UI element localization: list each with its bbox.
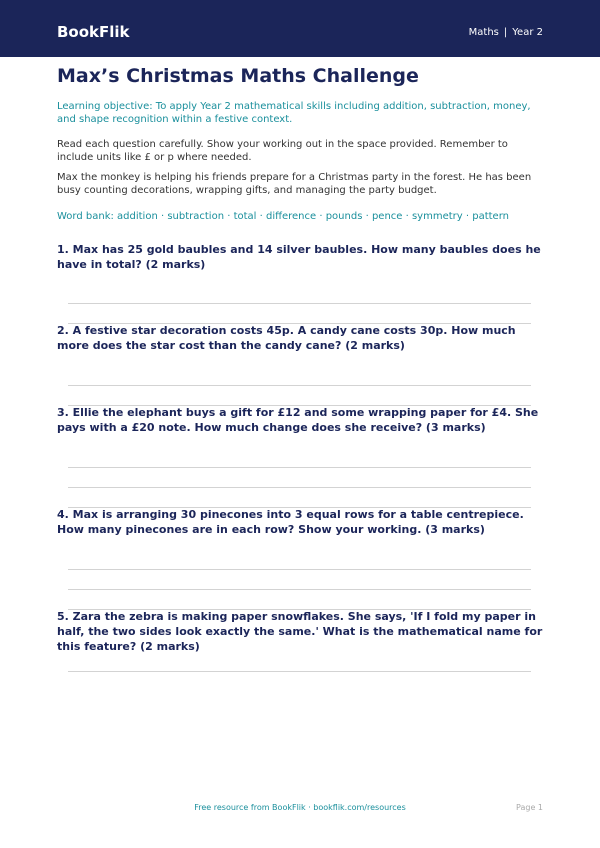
- year-level: Year 2: [512, 27, 543, 38]
- answer-line[interactable]: [68, 569, 531, 570]
- question-4: 4. Max is arranging 30 pinecones into 3 equal rows for a table centrepiece. How many pinecones are in each row? Show your working. (3 marks): [57, 508, 524, 536]
- word-bank: Word bank: addition · subtraction · total · difference · pounds · pence · symmetry · pattern: [57, 211, 509, 222]
- footer-credit: Free resource from BookFlik · bookflik.com/resources: [194, 803, 406, 812]
- answer-line[interactable]: [68, 467, 531, 468]
- question-2: 2. A festive star decoration costs 45p. A candy cane costs 30p. How much more does the star cost than the candy cane? (2 marks): [57, 324, 516, 352]
- brand-logo: BookFlik: [57, 23, 130, 41]
- subject-label: Maths | Year 2: [468, 27, 543, 38]
- header-bar: [0, 0, 600, 57]
- question-5: 5. Zara the zebra is making paper snowflakes. She says, 'If I fold my paper in half, the two sides look exactly the same.' What is the mathematical name for this feature? (2 marks): [57, 610, 543, 653]
- question-1: 1. Max has 25 gold baubles and 14 silver baubles. How many baubles does he have in total? (2 marks): [57, 243, 541, 271]
- answer-line[interactable]: [68, 303, 531, 304]
- instructions: Read each question carefully. Show your working out in the space provided. Remember to include units like £ or p where needed.: [57, 139, 508, 163]
- answer-line[interactable]: [68, 671, 531, 672]
- page-title: Max’s Christmas Maths Challenge: [57, 65, 419, 87]
- story-intro: Max the monkey is helping his friends prepare for a Christmas party in the forest. He has been busy counting decorations, wrapping gifts, and managing the party budget.: [57, 172, 532, 196]
- answer-line[interactable]: [68, 487, 531, 488]
- answer-line[interactable]: [68, 589, 531, 590]
- subject-name: Maths: [468, 27, 499, 38]
- question-3: 3. Ellie the elephant buys a gift for £12 and some wrapping paper for £4. She pays with a £20 note. How much change does she receive? (3 marks): [57, 406, 539, 434]
- page-number: Page 1: [516, 803, 543, 812]
- learning-objective: Learning objective: To apply Year 2 mathematical skills including addition, subtraction, money, and shape recognition within a festive context.: [57, 101, 531, 125]
- answer-line[interactable]: [68, 385, 531, 386]
